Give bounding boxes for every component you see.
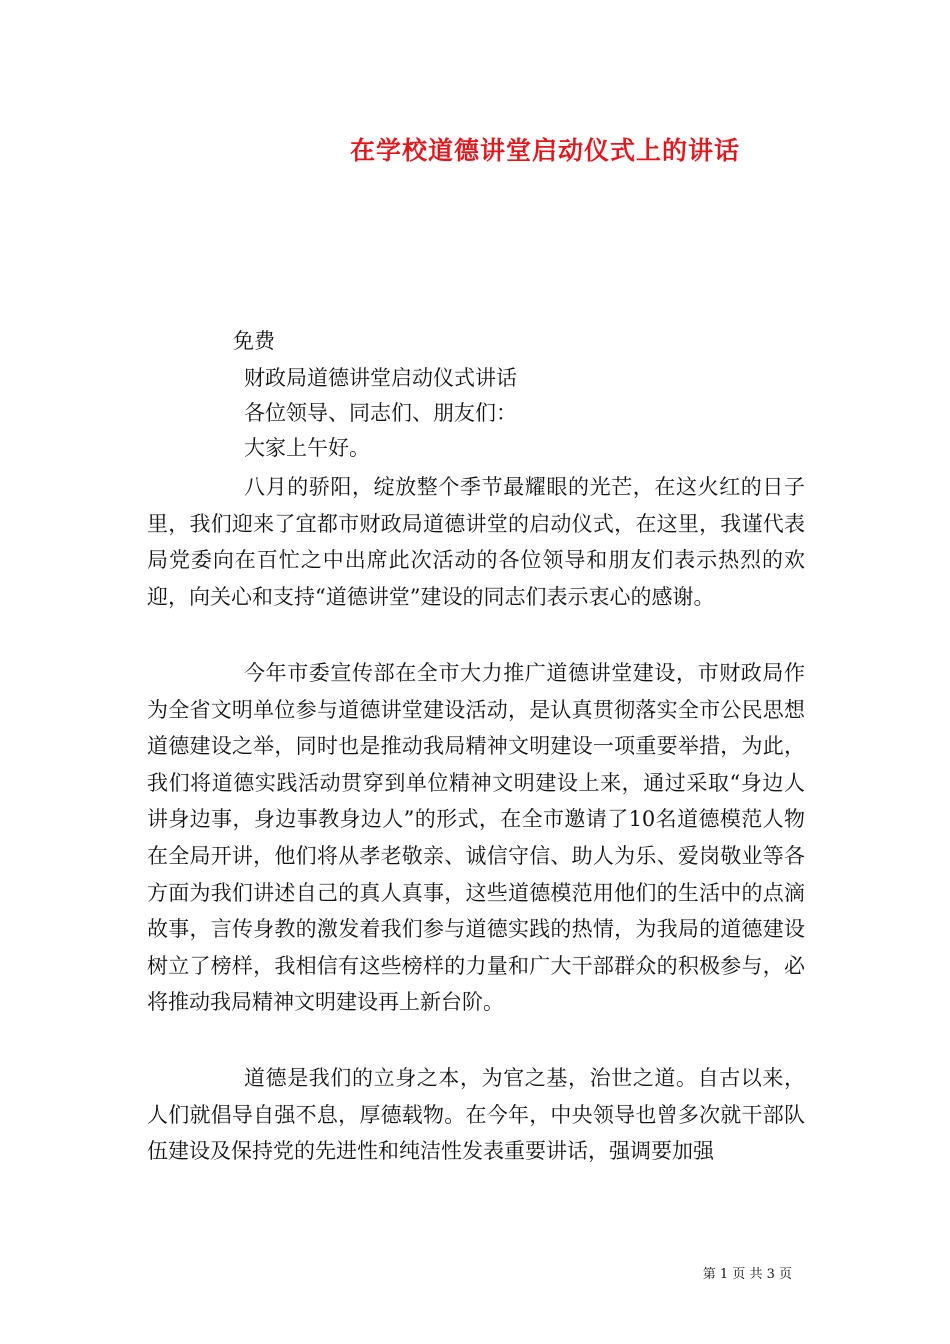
hello-line: 大家上午好。: [244, 436, 370, 460]
body-paragraph-1: 八月的骄阳，绽放整个季节最耀眼的光芒，在这火红的日子里，我们迎来了宜都市财政局道德讲堂的启动仪式，在这里，我谨代表局党委向在百忙之中出席此次活动的各位领导和朋友们表示热烈的欢迎，向关心和支持“道德讲堂”建设的同志们表示衷心的感谢。: [147, 475, 805, 609]
greeting-line: 各位领导、同志们、朋友们：: [244, 401, 517, 425]
speech-subtitle: 财政局道德讲堂启动仪式讲话: [244, 366, 517, 390]
page-number: 第 1 页 共 3 页: [702, 1267, 792, 1282]
body-paragraph-3: 道德是我们的立身之本，为官之基，治世之道。自古以来，人们就倡导自强不息，厚德载物。在今年，中央领导也曾多次就干部队伍建设及保持党的先进性和纯洁性发表重要讲话，强调要加强: [147, 1066, 805, 1164]
document-title: 在学校道德讲堂启动仪式上的讲话: [349, 136, 740, 165]
body-paragraph-2: 今年市委宣传部在全市大力推广道德讲堂建设，市财政局作为全省文明单位参与道德讲堂建设活动，是认真贯彻落实全市公民思想道德建设之举，同时也是推动我局精神文明建设一项重要举措，为此，我们将道德实践活动贯穿到单位精神文明建设上来，通过采取“身边人讲身边事，身边事教身边人”的形式，在全市邀请了10名道德模范人物在全局开讲，他们将从孝老敬亲、诚信守信、助人为乐、爱岗敬业等各方面为我们讲述自己的真人真事，这些道德模范用他们的生活中的点滴故事，言传身教的激发着我们参与道德实践的热情，为我局的道德建设树立了榜样，我相信有这些榜样的力量和广大干部群众的积极参与，必将推动我局精神文明建设再上新台阶。: [147, 661, 805, 1015]
free-label: 免费: [233, 329, 275, 353]
